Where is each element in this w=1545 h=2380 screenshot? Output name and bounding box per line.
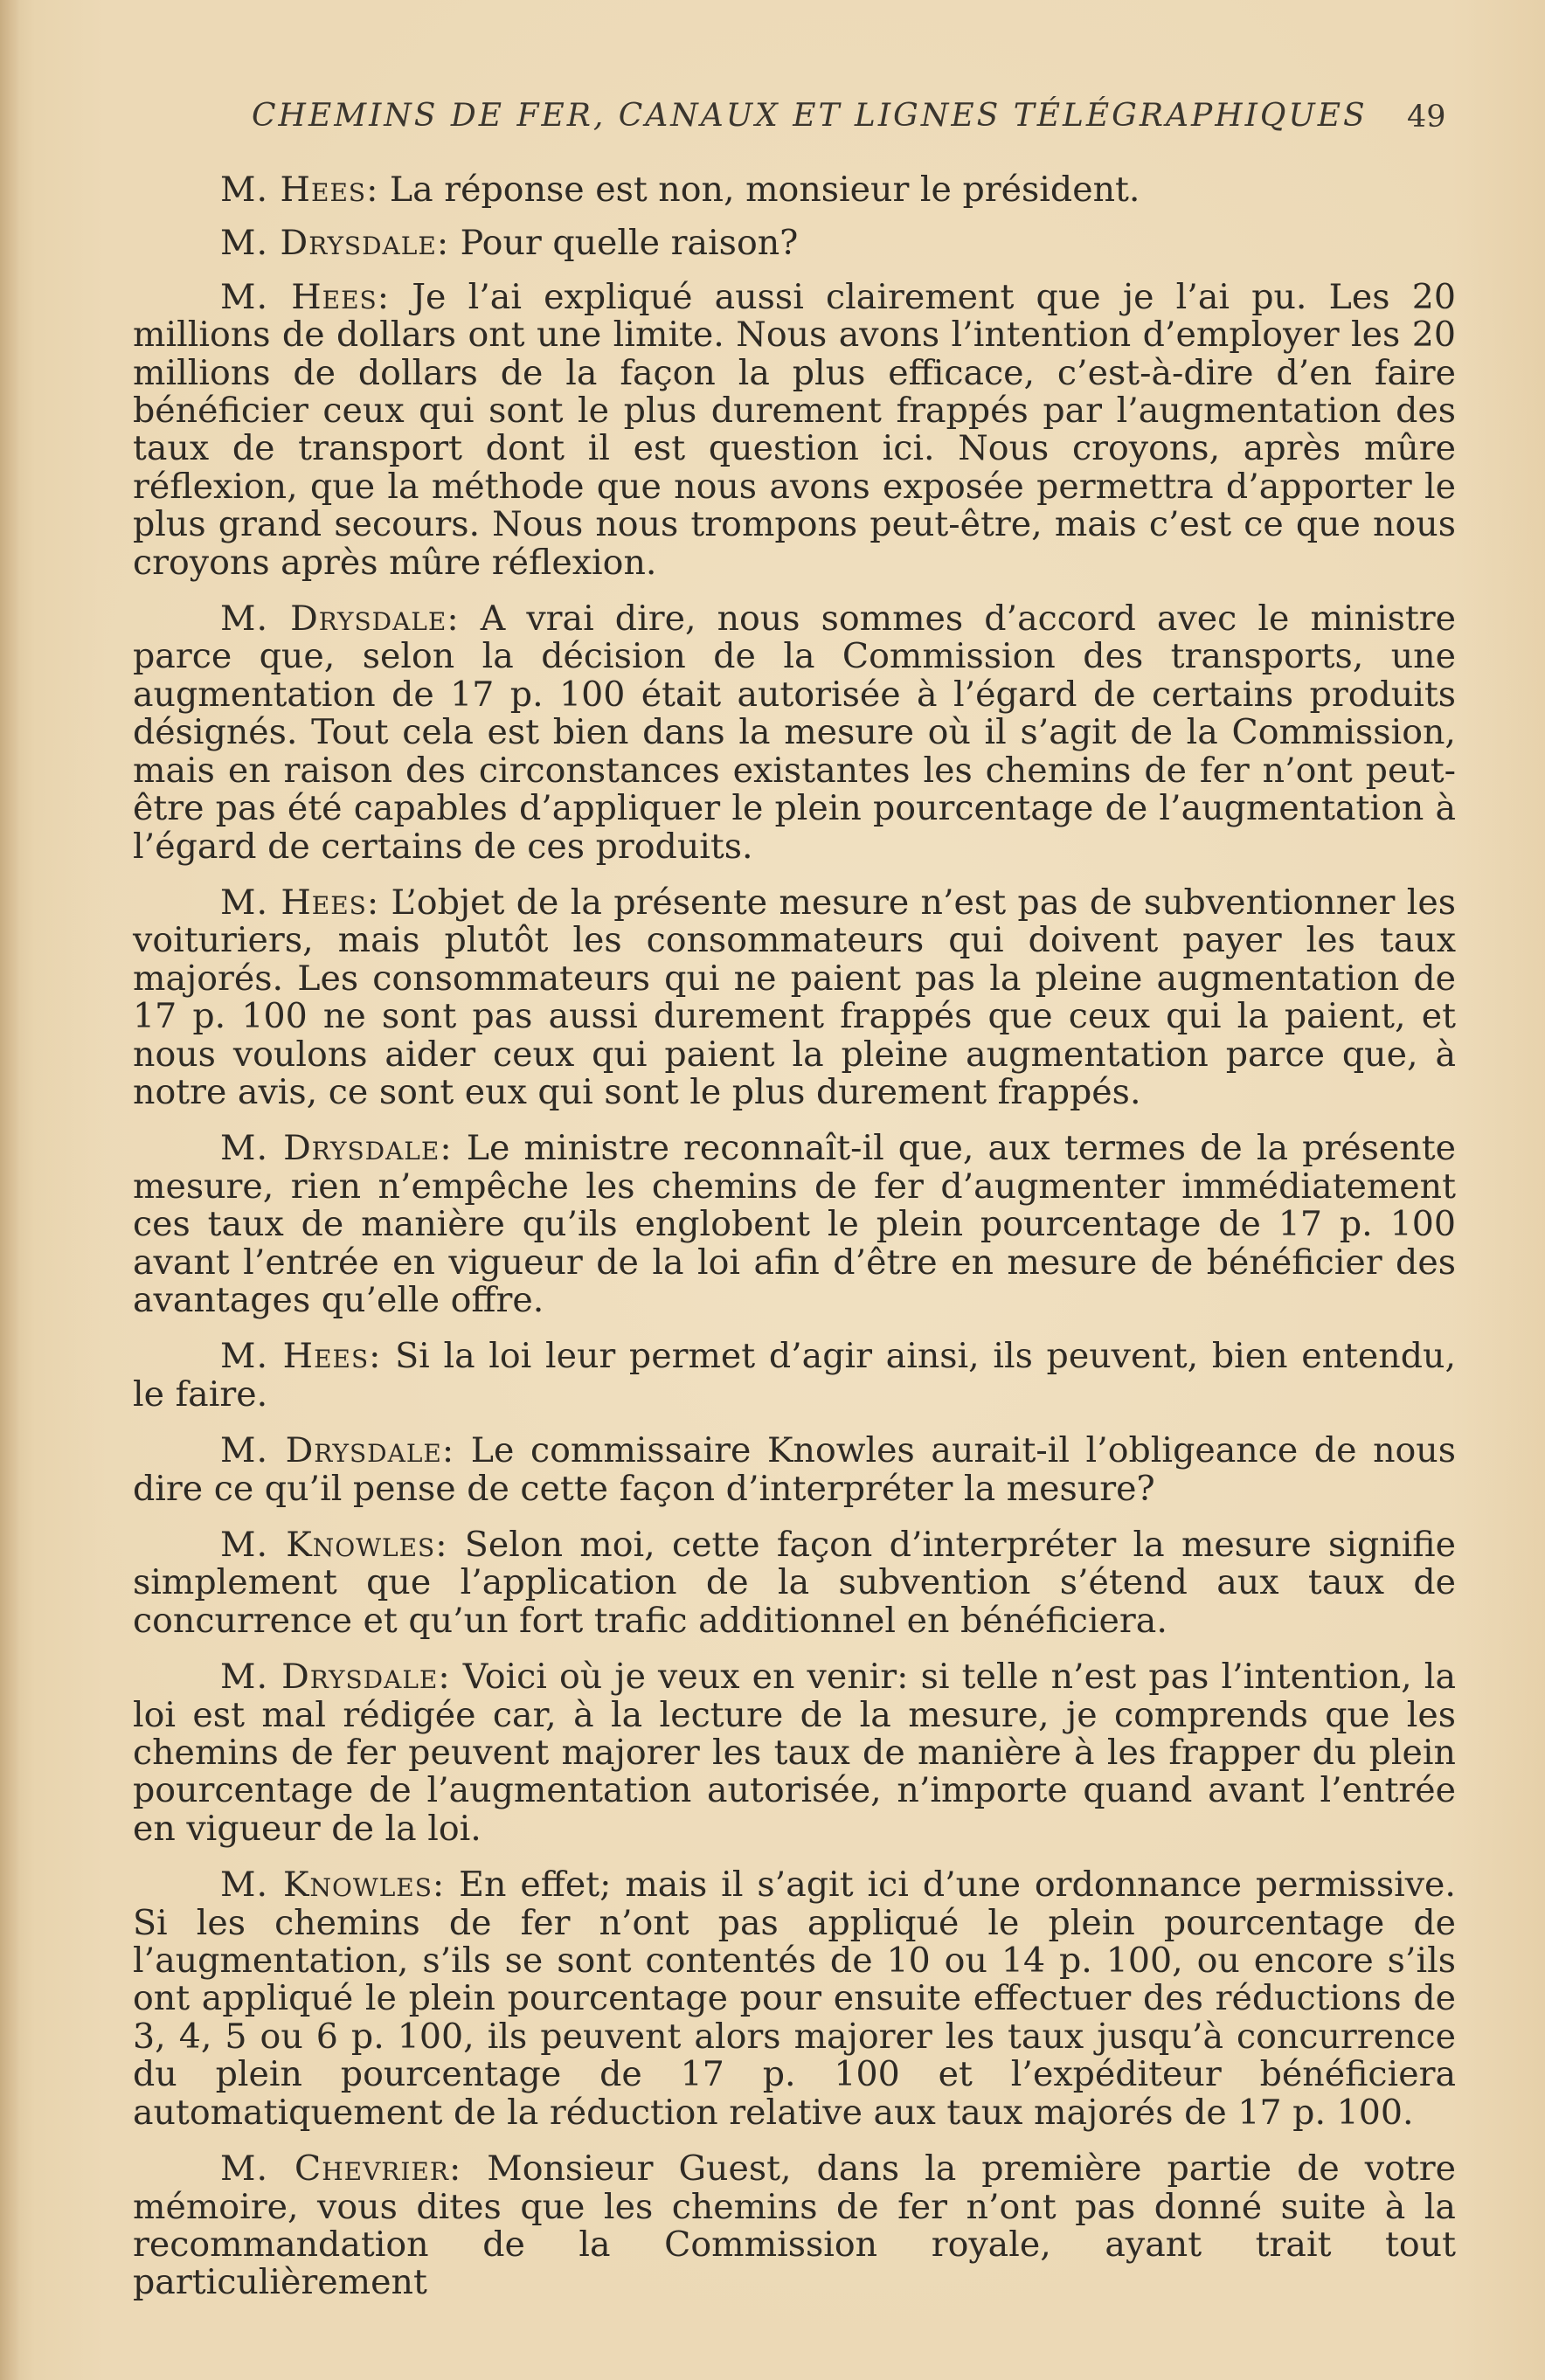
transcript-paragraph [133, 1526, 1456, 1640]
transcript-paragraph [133, 1338, 1456, 1414]
speaker-name: M. Knowles: [220, 1865, 446, 1906]
transcript-paragraph [133, 884, 1456, 1111]
speaker-name: M. Hees: [220, 882, 380, 923]
paragraph-text: A vrai dire, nous sommes d’accord avec le ministre parce que, selon la décision de la Commission des transports, une augmentation de 17 p. 100 était autorisée à l’égard de certains produits désignés. Tout cela est bien dans la mesure où il s’agit de la Commission, mais en raison des circonstances existantes les chemins de fer n’ont peut-être pas été capables d’appliquer le plein pourcentage de l’augmentation à l’égard de certains de ces produits. [133, 598, 1457, 867]
transcript-paragraph [133, 1866, 1456, 2132]
speaker-name: M. Drysdale: [220, 1128, 453, 1169]
speaker-name: M. Hees: [220, 170, 379, 210]
paragraph-text: Selon moi, cette façon d’interpréter la mesure signifie simplement que l’application de la subvention s’étend aux taux de concurrence et qu’un fort trafic additionnel en bénéficiera. [133, 1525, 1456, 1641]
paragraph-text: Le commissaire Knowles aurait-il l’obligeance de nous dire ce qu’il pense de cette façon d’interpréter la mesure? [133, 1430, 1456, 1509]
transcript-paragraph [133, 1432, 1456, 1508]
paragraph-text: Je l’ai expliqué aussi clairement que je l’ai pu. Les 20 millions de dollars ont une limite. Nous avons l’intention d’employer les 20 millions de dollars de la façon la plus efficace, c’est-à-dire d’en faire bénéficier ceux qui sont le plus durement frappés par l’augmentation des taux de transport dont il est question ici. Nous croyons, après mûre réflexion, que la méthode que nous avons exposée permettra d’apporter le plus grand secours. Nous nous trompons peut-être, mais c’est ce que nous croyons après mûre réflexion. [133, 276, 1456, 583]
paragraph-text: L’objet de la présente mesure n’est pas de subventionner les voituriers, mais plutôt les consommateurs qui doivent payer les taux majorés. Les consommateurs qui ne paient pas la pleine augmentation de 17 p. 100 ne sont pas aussi durement frappés que ceux qui la paient, et nous voulons aider ceux qui paient la pleine augmentation parce que, à notre avis, ce sont eux qui sont le plus durement frappés. [133, 882, 1457, 1112]
running-title: CHEMINS DE FER, CANAUX ET LIGNES TÉLÉGRAPHIQUES [252, 98, 1368, 134]
speaker-name: M. Drysdale: [220, 598, 460, 640]
speaker-name: M. Knowles: [220, 1525, 448, 1565]
book-spine-shadow [0, 0, 19, 2380]
paragraph-text: La réponse est non, monsieur le président. [378, 170, 1140, 210]
transcript-paragraph [133, 276, 1456, 583]
paragraph-text: Monsieur Guest, dans la première partie de votre mémoire, vous dites que les chemins de fer n’ont pas donné suite à la recommandation de la Commission royale, ayant trait tout particulièrement [133, 2148, 1456, 2303]
page-number: 49 [1407, 100, 1446, 135]
transcript-paragraph [133, 2150, 1456, 2302]
transcript-body [133, 171, 1456, 2321]
speaker-name: M. Drysdale: [220, 223, 450, 264]
speaker-name: M. Drysdale: [220, 1657, 451, 1698]
speaker-name: M. Chevrier: [220, 2148, 462, 2190]
transcript-paragraph [133, 1130, 1456, 1319]
transcript-paragraph [133, 600, 1456, 866]
speaker-name: M. Drysdale: [220, 1430, 455, 1471]
transcript-paragraph [133, 225, 1456, 262]
transcript-paragraph [133, 1658, 1456, 1848]
speaker-name: M. Hees: [220, 276, 391, 317]
paragraph-text: Pour quelle raison? [449, 223, 799, 264]
transcript-paragraph [133, 171, 1456, 209]
paragraph-text: Le ministre reconnaît-il que, aux termes de la présente mesure, rien n’empêche les chemins de fer d’augmenter immédiatement ces taux de manière qu’ils englobent le plein pourcentage de 17 p. 100 avant l’entrée en vigueur de la loi afin d’être en mesure de bénéficier des avantages qu’elle offre. [133, 1128, 1457, 1320]
paragraph-text: Si la loi leur permet d’agir ainsi, ils peuvent, bien entendu, le faire. [133, 1336, 1457, 1415]
paragraph-text: Voici où je veux en venir: si telle n’est pas l’intention, la loi est mal rédigée car, à la lecture de la mesure, je comprends que les chemins de fer peuvent majorer les taux de manière à les frapper du plein pourcentage de l’augmentation autorisée, n’importe quand avant l’entrée en vigueur de la loi. [133, 1657, 1456, 1849]
paragraph-text: En effet; mais il s’agit ici d’une ordonnance permissive. Si les chemins de fer n’ont pas appliqué le plein pourcentage de l’augmentation, s’ils se sont contentés de 10 ou 14 p. 100, ou encore s’ils ont appliqué le plein pourcentage pour ensuite effectuer des réductions de 3, 4, 5 ou 6 p. 100, ils peuvent alors majorer les taux jusqu’à concurrence du plein pourcentage de 17 p. 100 et l’expéditeur bénéficiera automatiquement de la réduction relative aux taux majorés de 17 p. 100. [133, 1865, 1456, 2133]
speaker-name: M. Hees: [220, 1336, 382, 1377]
